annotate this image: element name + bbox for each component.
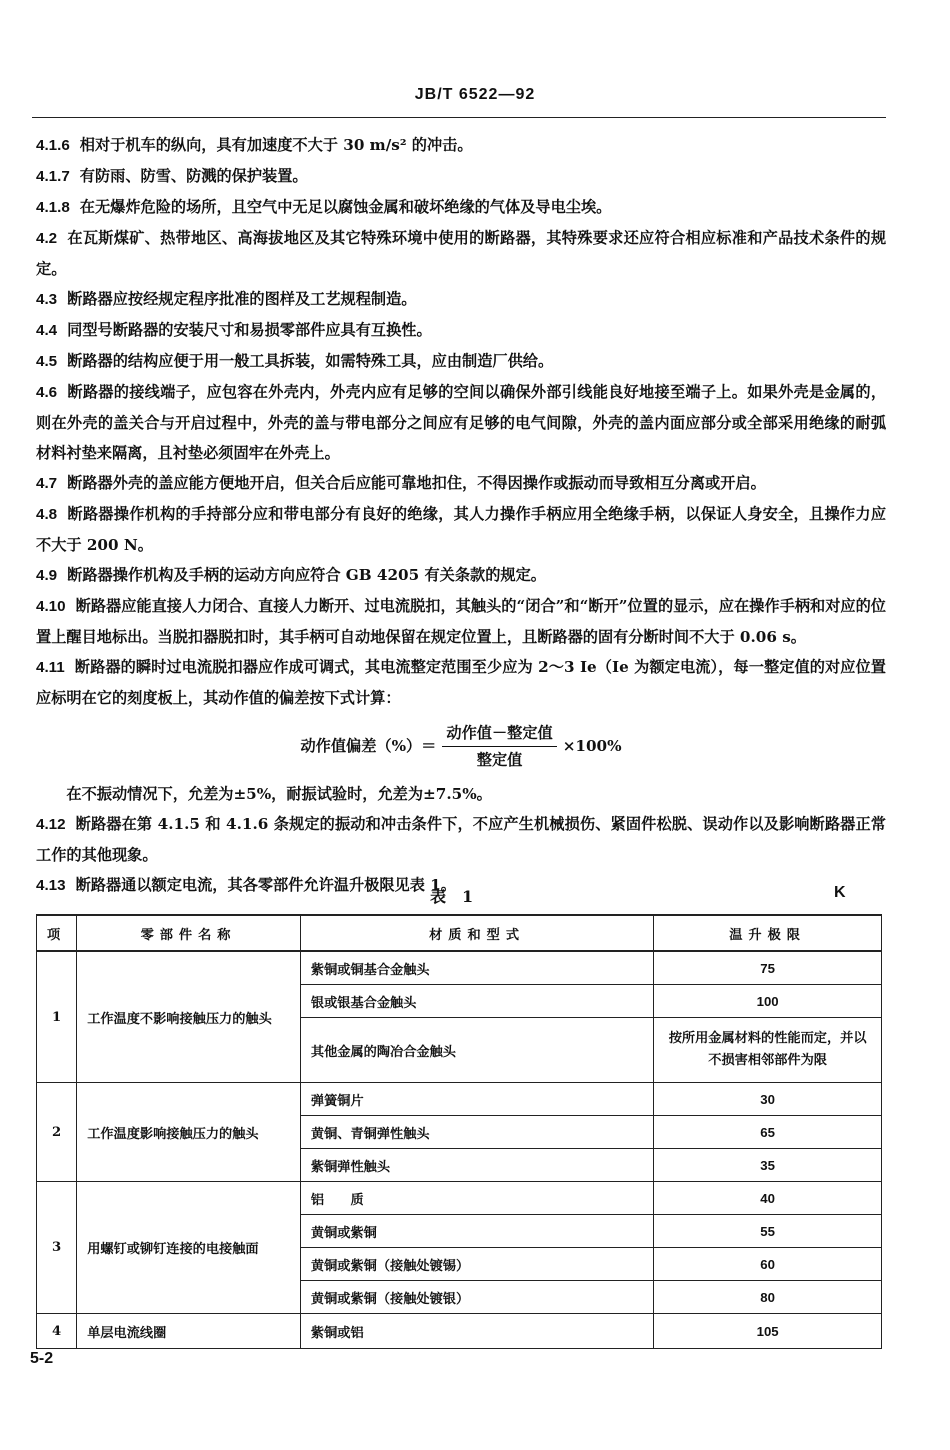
clause-number: 4.11 [36, 659, 65, 676]
clause [36, 809, 886, 870]
clause-number: 4.10 [36, 598, 66, 615]
clause [36, 560, 886, 591]
clause [36, 192, 886, 223]
clause-number: 4.13 [36, 877, 66, 894]
clause-number: 4.8 [36, 506, 58, 523]
material: 紫铜或铝 [300, 1314, 653, 1349]
item-number: 2 [37, 1083, 77, 1182]
clause-number: 4.9 [36, 567, 58, 584]
clause-number: 4.4 [36, 322, 58, 339]
item-number: 3 [37, 1182, 77, 1314]
table-row [37, 951, 882, 985]
header-part-name: 零部件名称 [77, 916, 301, 952]
header-rule [32, 117, 886, 118]
clause-text: 在无爆炸危险的场所，且空气中无足以腐蚀金属和破坏绝缘的气体及导电尘埃。 [79, 198, 612, 216]
body-text [36, 130, 886, 901]
clause-text: 断路器操作机构的手持部分应和带电部分有良好的绝缘，其人力操作手柄应用全绝缘手柄，以保证人身安全，且操作力应不大于 200 N。 [36, 505, 886, 554]
item-number: 1 [37, 951, 77, 1083]
limit-value: 35 [654, 1149, 882, 1182]
clause [36, 591, 886, 652]
document-code: JB/T 6522—92 [414, 86, 536, 103]
clause [36, 284, 886, 315]
part-name: 工作温度影响接触压力的触头 [77, 1083, 301, 1182]
limit-value: 75 [654, 951, 882, 985]
limit-value: 100 [654, 985, 882, 1018]
clause [36, 499, 886, 560]
tolerance-note: 在不振动情况下，允差为±5%，耐振试验时，允差为±7.5%。 [66, 785, 492, 803]
header-material: 材质和型式 [300, 916, 653, 952]
table-caption-row [0, 884, 950, 912]
formula-fraction [442, 720, 556, 773]
formula-lhs: 动作值偏差（%）＝ [300, 737, 437, 755]
clause-number: 4.7 [36, 475, 58, 492]
limit-value: 按所用金属材料的性能而定，并以不损害相邻部件为限 [654, 1018, 882, 1083]
material: 黄铜、青铜弹性触头 [300, 1116, 653, 1149]
material: 紫铜弹性触头 [300, 1149, 653, 1182]
table-row [37, 1314, 882, 1349]
clause-text: 有防雨、防雪、防溅的保护装置。 [79, 167, 308, 185]
clause-text: 断路器的瞬时过电流脱扣器应作成可调式，其电流整定范围至少应为 2～3 Ie（Ie 为额定电流），每一整定值的对应位置应标明在它的刻度板上，其动作值的偏差按下式计算： [36, 658, 886, 707]
clause [36, 468, 886, 499]
clause [36, 130, 886, 161]
clause-text: 断路器在第 4.1.5 和 4.1.6 条规定的振动和冲击条件下，不应产生机械损伤、紧固件松脱、误动作以及影响断路器正常工作的其他现象。 [36, 815, 886, 864]
clause-text: 断路器的接线端子，应包容在外壳内，外壳内应有足够的空间以确保外部引线能良好地接至端子上。如果外壳是金属的，则在外壳的盖关合与开启过程中，外壳的盖与带电部分之间应有足够的电气间隙，外壳的盖内面应部分或全部采用绝缘的耐弧材料衬垫来隔离，且衬垫必须固牢在外壳上。 [36, 383, 886, 462]
table-row [37, 1182, 882, 1215]
material: 黄铜或紫铜（接触处镀银） [300, 1281, 653, 1314]
limit-value: 30 [654, 1083, 882, 1116]
header-item: 项 [37, 916, 77, 952]
page-number: 5-2 [30, 1350, 54, 1367]
clause-text: 同型号断路器的安装尺寸和易损零部件应具有互换性。 [67, 321, 432, 339]
limit-value: 40 [654, 1182, 882, 1215]
clause-text: 断路器应能直接人力闭合、直接人力断开、过电流脱扣，其触头的“闭合”和“断开”位置的显示，应在操作手柄和对应的位置上醒目地标出。当脱扣器脱扣时，其手柄可自动地保留在规定位置上，且断路器的固有分断时间不大于 0.06 s。 [36, 597, 886, 646]
material: 银或银基合金触头 [300, 985, 653, 1018]
limit-value: 105 [654, 1314, 882, 1349]
material: 黄铜或紫铜（接触处镀锡） [300, 1248, 653, 1281]
clause-number: 4.6 [36, 384, 58, 401]
part-name: 用螺钉或铆钉连接的电接触面 [77, 1182, 301, 1314]
part-name: 单层电流线圈 [77, 1314, 301, 1349]
temperature-rise-table [36, 915, 882, 1349]
table-row [37, 1083, 882, 1116]
item-number: 4 [37, 1314, 77, 1349]
clause [36, 223, 886, 284]
limit-value: 60 [654, 1248, 882, 1281]
clause-text: 在瓦斯煤矿、热带地区、高海拔地区及其它特殊环境中使用的断路器，其特殊要求还应符合相应标准和产品技术条件的规定。 [36, 229, 886, 278]
clause-text: 断路器通以额定电流，其各零部件允许温升极限见表 1。 [75, 876, 456, 894]
clause-text: 断路器应按经规定程序批准的图样及工艺规程制造。 [67, 290, 417, 308]
clause-number: 4.2 [36, 230, 58, 247]
clause [36, 315, 886, 346]
clause-number: 4.3 [36, 291, 58, 308]
part-name: 工作温度不影响接触压力的触头 [77, 951, 301, 1083]
clause-number: 4.1.8 [36, 199, 70, 216]
clause-text: 断路器外壳的盖应能方便地开启，但关合后应能可靠地扣住，不得因操作或振动而导致相互分离或开启。 [67, 474, 766, 492]
formula-numerator: 动作值－整定值 [442, 720, 556, 747]
clause [36, 377, 886, 468]
material: 铝 质 [300, 1182, 653, 1215]
clause-number: 4.1.7 [36, 168, 70, 185]
table-caption: 表 1 [430, 887, 474, 906]
clause-text: 断路器的结构应便于用一般工具拆装，如需特殊工具，应由制造厂供给。 [67, 352, 554, 370]
material: 紫铜或铜基合金触头 [300, 951, 653, 985]
material: 黄铜或紫铜 [300, 1215, 653, 1248]
clause-text: 相对于机车的纵向，具有加速度不大于 30 m/s² 的冲击。 [79, 136, 473, 154]
header-limit: 温升极限 [654, 916, 882, 952]
table-unit: K [834, 884, 846, 901]
limit-value: 55 [654, 1215, 882, 1248]
material: 弹簧铜片 [300, 1083, 653, 1116]
clause [36, 652, 886, 713]
table-header-row [37, 916, 882, 952]
deviation-formula [36, 713, 886, 779]
formula-denominator: 整定值 [476, 750, 523, 769]
material: 其他金属的陶冶合金触头 [300, 1018, 653, 1083]
clause-text: 断路器操作机构及手柄的运动方向应符合 GB 4205 有关条款的规定。 [67, 566, 546, 584]
clause-number: 4.12 [36, 816, 66, 833]
clause-number: 4.5 [36, 353, 58, 370]
limit-value: 65 [654, 1116, 882, 1149]
clause [36, 161, 886, 192]
clause [36, 346, 886, 377]
clause-number: 4.1.6 [36, 137, 70, 154]
limit-value: 80 [654, 1281, 882, 1314]
formula-suffix: ×100% [562, 737, 622, 755]
